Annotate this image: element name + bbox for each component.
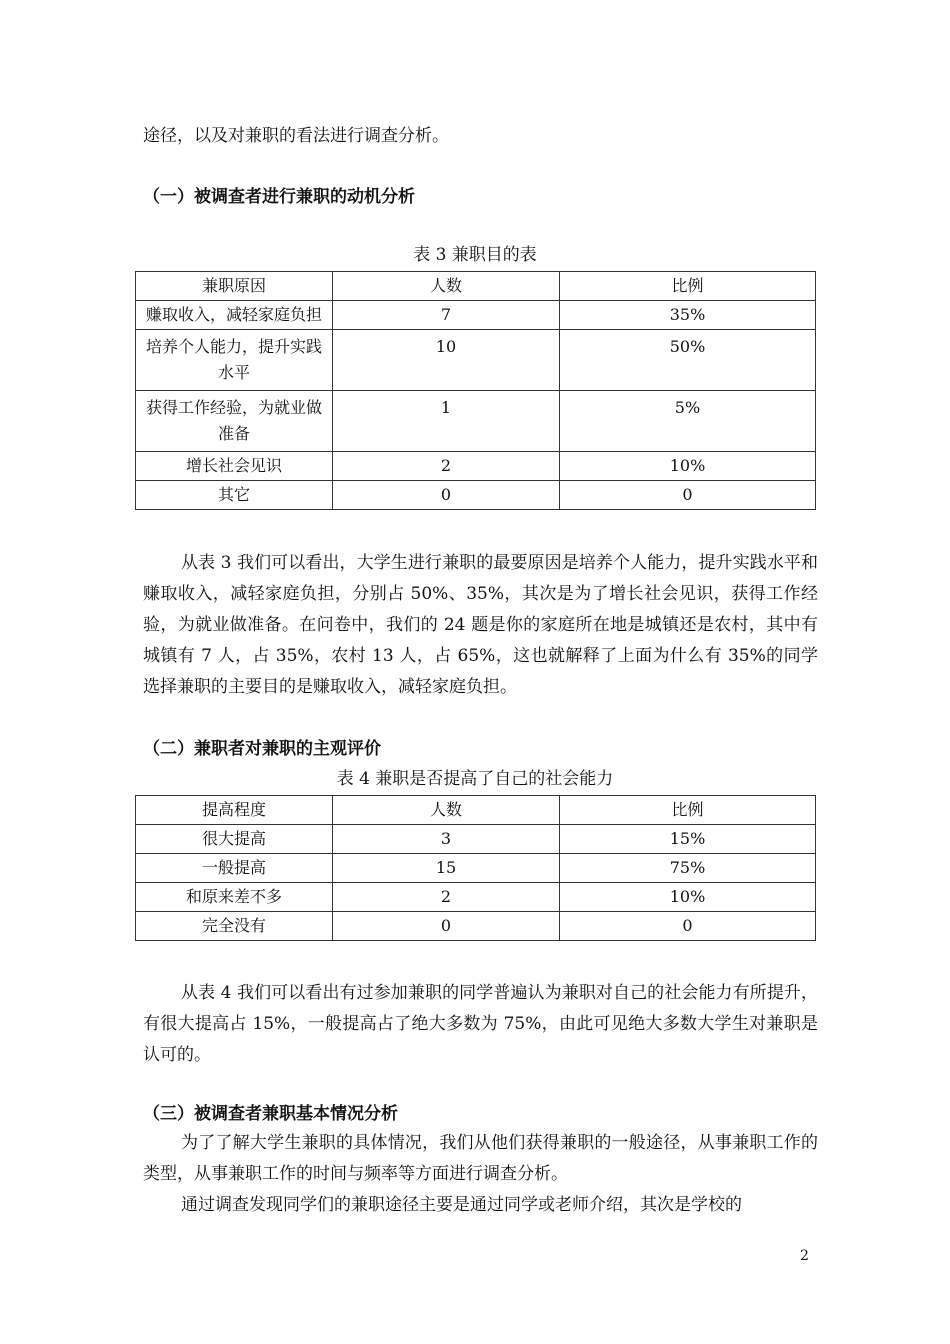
table-cell: 50% [560, 330, 816, 391]
table-cell: 1 [333, 391, 560, 452]
table-cell: 完全没有 [136, 912, 333, 941]
section2-heading: （二）兼职者对兼职的主观评价 [143, 739, 381, 759]
section3-paragraph-1: 为了了解大学生兼职的具体情况，我们从他们获得兼职的一般途径，从事兼职工作的类型，从事兼职工作的时间与频率等方面进行调查分析。 [143, 1133, 818, 1184]
table3 [135, 271, 816, 510]
table-row [136, 301, 816, 330]
table-cell: 增长社会见识 [136, 452, 333, 481]
table-cell: 0 [560, 481, 816, 510]
table4-caption: 表 4 兼职是否提高了自己的社会能力 [336, 769, 614, 789]
table-cell: 很大提高 [136, 825, 333, 854]
table-cell: 10% [560, 883, 816, 912]
intro-line: 途径，以及对兼职的看法进行调查分析。 [143, 126, 449, 146]
table-header: 人数 [333, 796, 560, 825]
table-cell: 和原来差不多 [136, 883, 333, 912]
table-row [136, 330, 816, 391]
table-cell: 5% [560, 391, 816, 452]
table-header-row [136, 796, 816, 825]
table-row [136, 391, 816, 452]
table3-caption: 表 3 兼职目的表 [413, 245, 537, 265]
table-row [136, 481, 816, 510]
table-cell: 15% [560, 825, 816, 854]
table-row [136, 854, 816, 883]
table-cell: 0 [333, 912, 560, 941]
table-header: 比例 [560, 272, 816, 301]
table-cell: 获得工作经验，为就业做准备 [136, 391, 333, 452]
table-cell: 0 [333, 481, 560, 510]
section3-paragraph-2: 通过调查发现同学们的兼职途径主要是通过同学或老师介绍，其次是学校的 [181, 1195, 742, 1215]
table-cell: 10% [560, 452, 816, 481]
table-header: 提高程度 [136, 796, 333, 825]
section1-heading: （一）被调查者进行兼职的动机分析 [143, 187, 415, 207]
table-cell: 0 [560, 912, 816, 941]
section3-heading: （三）被调查者兼职基本情况分析 [143, 1104, 398, 1124]
table-cell: 一般提高 [136, 854, 333, 883]
table-cell: 75% [560, 854, 816, 883]
table-cell: 赚取收入，减轻家庭负担 [136, 301, 333, 330]
table-cell: 35% [560, 301, 816, 330]
table-header: 人数 [333, 272, 560, 301]
table-header-row [136, 272, 816, 301]
table-row [136, 883, 816, 912]
table-cell: 培养个人能力，提升实践水平 [136, 330, 333, 391]
table4 [135, 795, 816, 941]
table-cell: 15 [333, 854, 560, 883]
table-header: 比例 [560, 796, 816, 825]
table4-analysis: 从表 4 我们可以看出有过参加兼职的同学普遍认为兼职对自己的社会能力有所提升，有很大提高占 15%，一般提高占了绝大多数为 75%，由此可见绝大多数大学生对兼职是认可的。 [143, 983, 818, 1065]
table-row [136, 912, 816, 941]
table-cell: 7 [333, 301, 560, 330]
table3-analysis: 从表 3 我们可以看出，大学生进行兼职的最要原因是培养个人能力，提升实践水平和赚取收入，减轻家庭负担，分别占 50%、35%，其次是为了增长社会见识，获得工作经验，为就业做准备。在问卷中，我们的 24 题是你的家庭所在地是城镇还是农村，其中有城镇有 7 人，占 35%，农村 13 人，占 65%，这也就解释了上面为什么有 35%的同学选择兼职的主要目的是赚取收入，减轻家庭负担。 [143, 553, 818, 697]
page-number: 2 [800, 1248, 809, 1264]
table-row [136, 825, 816, 854]
table-header: 兼职原因 [136, 272, 333, 301]
table-row [136, 452, 816, 481]
table-cell: 2 [333, 883, 560, 912]
table-cell: 2 [333, 452, 560, 481]
table-cell: 3 [333, 825, 560, 854]
table-cell: 10 [333, 330, 560, 391]
table-cell: 其它 [136, 481, 333, 510]
